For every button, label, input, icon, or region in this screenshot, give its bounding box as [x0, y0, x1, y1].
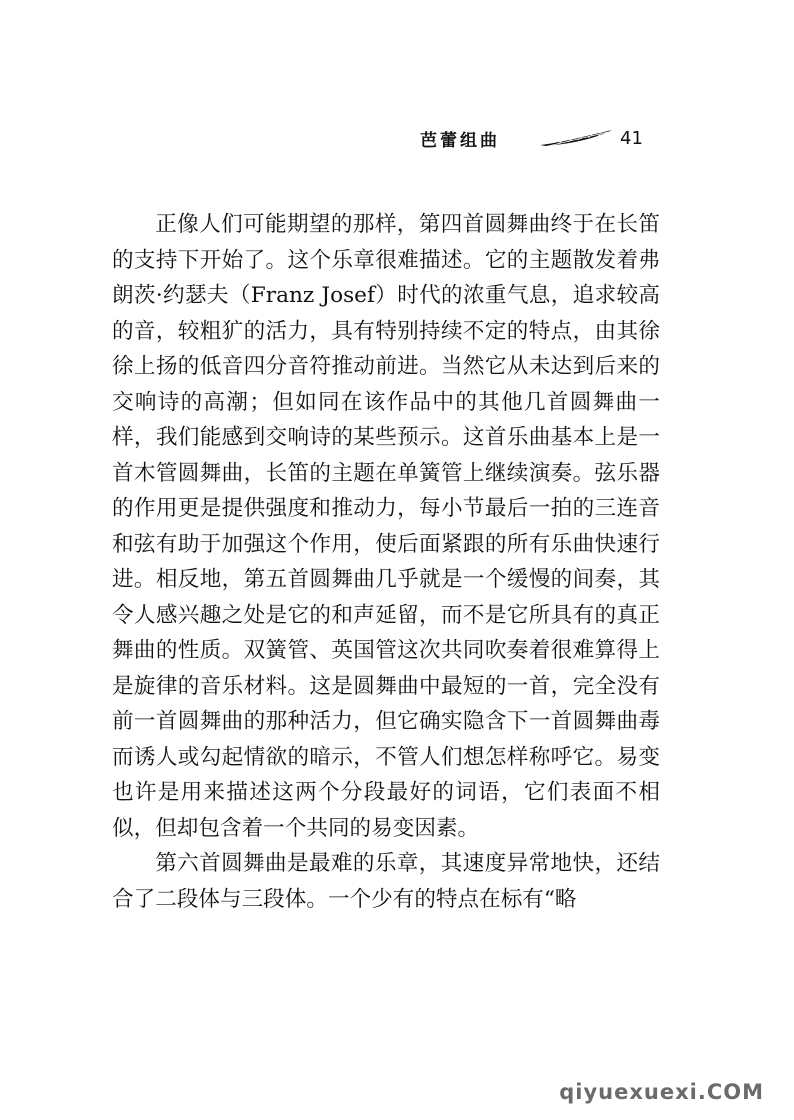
- paragraph: 第六首圆舞曲是最难的乐章，其速度异常地快，还结合了二段体与三段体。一个少有的特点在标有“略: [112, 851, 660, 912]
- chapter-title: 芭蕾组曲: [420, 131, 500, 151]
- running-header: [420, 126, 660, 156]
- watermark: qiyuexuexi.COM: [559, 1080, 764, 1104]
- page-number: 41: [620, 128, 643, 149]
- quill-ornament-icon: [538, 128, 614, 148]
- paragraph: 正像人们可能期望的那样，第四首圆舞曲终于在长笛的支持下开始了。这个乐章很难描述。它的主题散发着弗朗茨·约瑟夫（Franz Josef）时代的浓重气息，追求较高的音，较粗犷的活力，具有特别持续不定的特点，由其徐徐上扬的低音四分音符推动前进。当然它从未达到后来的交响诗的高潮；但如同在该作品中的其他几首圆舞曲一样，我们能感到交响诗的某些预示。这首乐曲基本上是一首木管圆舞曲，长笛的主题在单簧管上继续演奏。弦乐器的作用更是提供强度和推动力，每小节最后一拍的三连音和弦有助于加强这个作用，使后面紧跟的所有乐曲快速行进。相反地，第五首圆舞曲几乎就是一个缓慢的间奏，其令人感兴趣之处是它的和声延留，而不是它所具有的真正舞曲的性质。双簧管、英国管这次共同吹奏着很难算得上是旋律的音乐材料。这是圆舞曲中最短的一首，完全没有前一首圆舞曲的那种活力，但它确实隐含下一首圆舞曲毒而诱人或勾起情欲的暗示，不管人们想怎样称呼它。易变也许是用来描述这两个分段最好的词语，它们表面不相似，但却包含着一个共同的易变因素。: [112, 212, 660, 841]
- body-text: [112, 207, 660, 917]
